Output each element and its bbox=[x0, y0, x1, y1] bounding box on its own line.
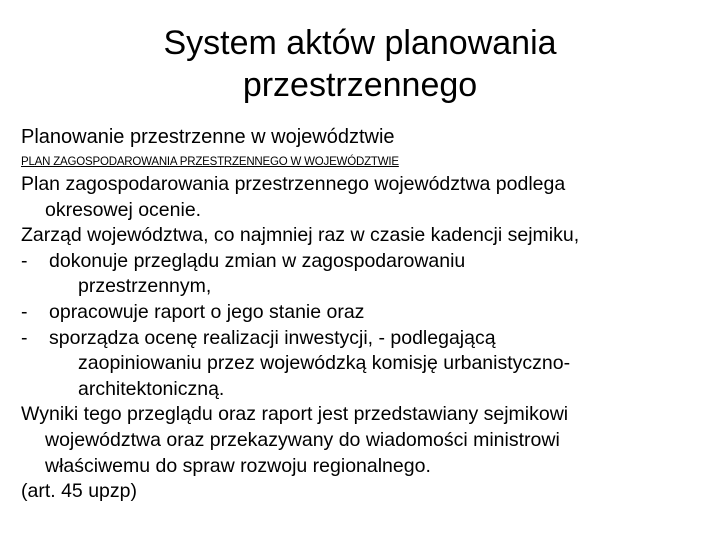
bullet-2-line-1 bbox=[21, 300, 711, 326]
body-text bbox=[21, 172, 711, 505]
bullet-dash: - bbox=[21, 326, 28, 349]
paragraph-2-line-1: Zarząd województwa, co najmniej raz w czasie kadencji sejmiku, bbox=[21, 224, 580, 247]
bullet-1-line-1 bbox=[21, 249, 711, 275]
bullet-text: opracowuje raport o jego stanie oraz bbox=[49, 300, 365, 323]
section-caps-heading: PLAN ZAGOSPODAROWANIA PRZESTRZENNEGO W WOJEWÓDZTWIE bbox=[21, 156, 399, 168]
paragraph-3-line-3: właściwemu do spraw rozwoju regionalnego. bbox=[45, 454, 431, 477]
title-line-1: System aktów planowania bbox=[163, 24, 557, 62]
paragraph-3-line-2: województwa oraz przekazywany do wiadomości ministrowi bbox=[45, 428, 560, 451]
subtitle: Planowanie przestrzenne w województwie bbox=[21, 126, 395, 148]
bullet-3-line-1 bbox=[21, 326, 711, 352]
bullet-3-line-3: architektoniczną. bbox=[78, 377, 225, 400]
bullet-dash: - bbox=[21, 300, 28, 323]
citation: (art. 45 upzp) bbox=[21, 480, 137, 503]
bullet-3-line-2: zaopiniowaniu przez wojewódzką komisję urbanistyczno- bbox=[78, 352, 571, 375]
bullet-text: dokonuje przeglądu zmian w zagospodarowaniu bbox=[49, 249, 466, 272]
title-line-2: przestrzennego bbox=[242, 66, 478, 104]
page-title bbox=[0, 22, 720, 106]
paragraph-1-line-1: Plan zagospodarowania przestrzennego województwa podlega bbox=[21, 173, 566, 195]
bullet-1-line-2: przestrzennym, bbox=[78, 275, 212, 298]
bullet-text: sporządza ocenę realizacji inwestycji, - podlegającą bbox=[49, 326, 496, 349]
paragraph-3-line-1: Wyniki tego przeglądu oraz raport jest przedstawiany sejmikowi bbox=[21, 403, 569, 426]
bullet-dash: - bbox=[21, 249, 28, 272]
paragraph-1-line-2: okresowej ocenie. bbox=[45, 198, 202, 221]
